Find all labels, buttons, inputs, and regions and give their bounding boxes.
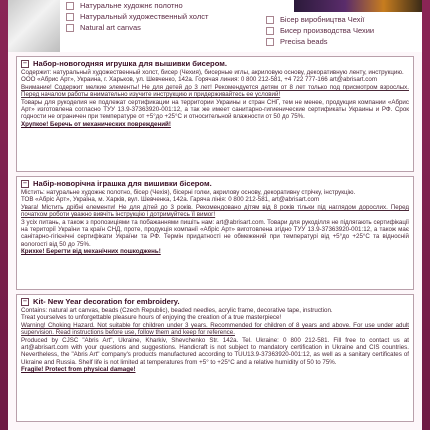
certification-text: Produced by CJSC "Abris Art", Ukraine, Kharkiv, Shevchenko Str. 142a. Tel. Ukraine: 0 800 212-581. Fill free to contact us at art@abrisart.com with your questions and suggestions. Handicraft is not subject to mandatory certification in Ukraine and CIS countries. Nevertheless, the "Abris Art" company's products manufactured according to TUU13.9-37363920-001:12, as well as a sanitary certificates of Ukraine and Russia. Shelf life is not limited at temperatures from +5° to +25°C and a relative humidity of 50 to 75%.	[21, 336, 409, 366]
section-russian	[16, 56, 414, 172]
minus-box-icon: –	[21, 298, 29, 306]
checkbox-icon	[266, 38, 274, 46]
checkbox-icon	[266, 27, 274, 35]
section-title: – Набор-новогодняя игрушка для вышивки бисером.	[21, 59, 409, 68]
fragile-warning: Крихке! Берегти від механічних пошкоджень!	[21, 248, 161, 256]
certification-text: Товары для рукоделия не подлежат сертификации на территории Украины и стран СНГ, тем не менее, продукция компании «Абрис Арт» изготовлена согласно ТУУ 13.9-37363920-001:12, а так же имеет санитарно-гигиенические сертификаты Украины и РФ. Срок годности не ограничен при температуре от +5°до +25°С и относительной влажности от 50 до 75%.	[21, 98, 409, 121]
checkbox-icon	[66, 24, 74, 32]
label-sheet	[8, 0, 422, 430]
checkbox-icon	[66, 13, 74, 21]
maker-text: ТОВ «Абріс Арт», Україна, м. Харків, вул. Шевченка, 142а. Гаряча лінія: 0 800 212-581, art@abrisart.com	[21, 196, 320, 204]
beads-photo	[294, 0, 422, 12]
warning-text: Внимание! Содержит мелкие элементы! Не для детей до 3 лет! Рекомендуется детям от 8 лет только под присмотром взрослых. Перед началом работы внимательно изучите инструкцию и придерживайтесь ее условий!	[21, 83, 409, 99]
feature-item: Натуральный художественный холст	[66, 11, 208, 22]
checkbox-icon	[66, 2, 74, 10]
fragile-warning: Fragile! Protect from physical damage!	[21, 366, 136, 374]
checkbox-icon	[266, 16, 274, 24]
contents-text: Содержит: натуральный художественный холст, бисер (Чехия), бисерные иглы, акриловую основу, декоративную ленту, инструкцию.	[21, 69, 404, 76]
feature-item: Natural art canvas	[66, 22, 208, 33]
minus-box-icon: –	[21, 60, 29, 68]
section-title: – Kit- New Year decoration for embroidery.	[21, 297, 409, 306]
feature-item: Бісер виробництва Чехії	[266, 14, 374, 25]
certification-text: З усіх питань, а також з пропозиціями та побажаннями пишіть нам: art@abrisart.com. Товари для рукоділля не підлягають сертифікації на території України та країн СНД, проте, продукція компанії «Абріс Арт» виготовлена згідно ТУУ 13.9-37363920-001:12, а також має санітарно-гігієнічні сертифікати України та РФ. Термін придатності не обмежений при температурі від +5°до +25°С та відносній вологості від 50 до 75%.	[21, 218, 409, 248]
feature-item: Натуральне художнє полотно	[66, 0, 208, 11]
features-left	[66, 0, 208, 33]
warning-text: Увага! Містить дрібні елементи! Не для дітей до 3 років. Рекомендовано дітям від 8 років тільки під наглядом дорослих. Перед початком роботи уважно вивчіть інструкцію і дотримуйтесь її вимог!	[21, 203, 409, 219]
feature-item: Бисер производства Чехии	[266, 25, 374, 36]
minus-box-icon: –	[21, 180, 29, 188]
section-title: – Набір-новорічна іграшка для вишивки бісером.	[21, 179, 409, 188]
section-english	[16, 294, 414, 422]
tagline-text: Treat yourselves to unforgettable pleasure hours of enjoying the creation of a true masterpiece!	[21, 314, 282, 322]
maker-text: ООО «Абрис Арт», Украина, г. Харьков, ул. Шевченко, 142а. Горячая линия: 0 800 212-581, +4 722 777-166 art@abrisart.com	[21, 76, 377, 84]
header-band	[8, 0, 422, 52]
feature-item: Precisa beads	[266, 36, 374, 47]
features-right	[266, 14, 374, 47]
contents-text: Contains: natural art canvas, beads (Czech Republic), beaded needles, acrylic frame, decorative tape, instruction.	[21, 307, 333, 314]
canvas-photo	[8, 0, 60, 52]
section-ukrainian	[16, 176, 414, 290]
contents-text: Містить: натуральне художнє полотно, бісер (Чехія), бісерні голки, акрилову основу, декоративну стрічку, інструкцію.	[21, 189, 356, 196]
fragile-warning: Хрупкое! Беречь от механических повреждений!	[21, 120, 171, 128]
warning-text: Warning! Choking Hazard. Not suitable for children under 3 years. Recommended for children of 8 years and above. For use under adult supervision. Read instructions before use, follow them and keep for reference.	[21, 321, 409, 337]
